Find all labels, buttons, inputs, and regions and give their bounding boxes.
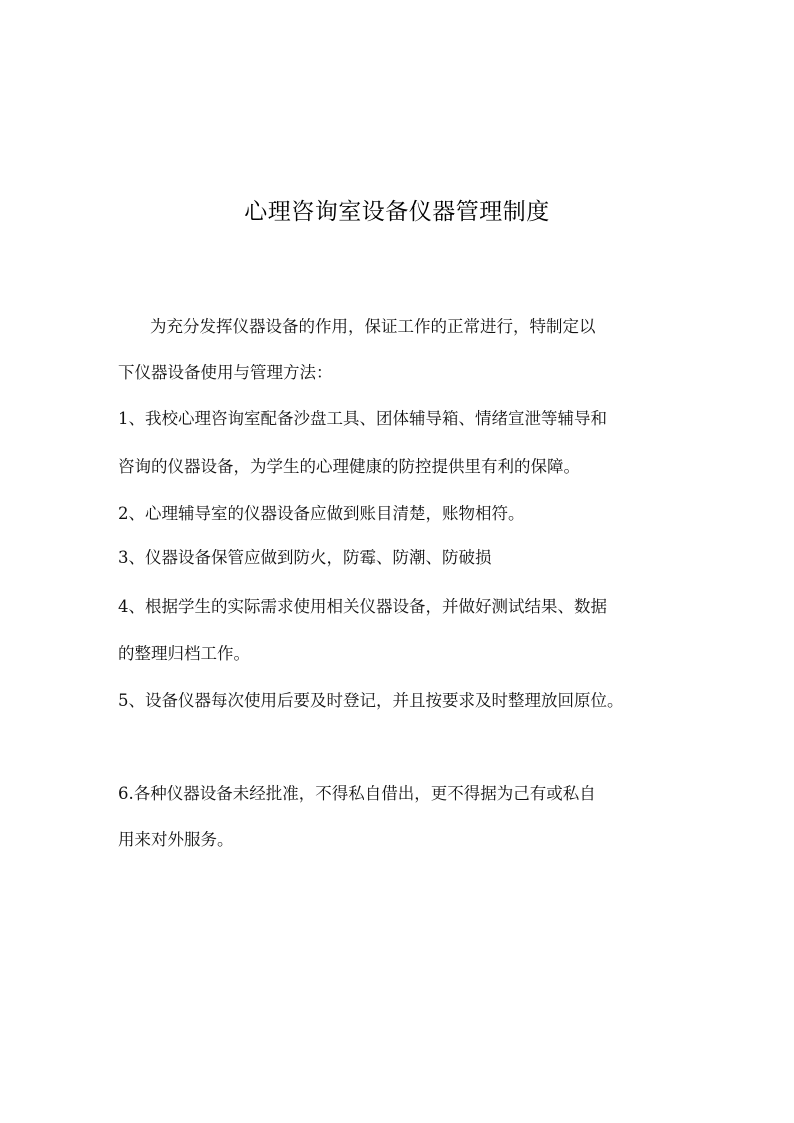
rule-4-line-1: 4、根据学生的实际需求使用相关仪器设备，并做好测试结果、数据 xyxy=(118,597,607,616)
rule-5-line: 5、设备仪器每次使用后要及时登记，并且按要求及时整理放回原位。 xyxy=(118,691,624,710)
intro-line-2: 下仪器设备使用与管理方法： xyxy=(118,363,333,382)
rule-6-line-1: 6.各种仪器设备未经批准，不得私自借出，更不得据为己有或私自 xyxy=(118,784,596,803)
rule-6-line-2: 用来对外服务。 xyxy=(118,830,234,849)
rule-1-line-2: 咨询的仪器设备，为学生的心理健康的防控提供里有利的保障。 xyxy=(118,457,580,476)
rule-2-line: 2、心理辅导室的仪器设备应做到账目清楚，账物相符。 xyxy=(118,504,525,523)
intro-line-1: 为充分发挥仪器设备的作用，保证工作的正常进行，特制定以 xyxy=(150,317,596,336)
rule-4-line-2: 的整理归档工作。 xyxy=(118,644,250,663)
rule-1-line-1: 1、我校心理咨询室配备沙盘工具、团体辅导箱、情绪宣泄等辅导和 xyxy=(118,409,607,428)
rule-3-line: 3、仪器设备保管应做到防火，防霉、防潮、防破损 xyxy=(118,548,492,567)
document-title: 心理咨询室设备仪器管理制度 xyxy=(244,199,550,225)
